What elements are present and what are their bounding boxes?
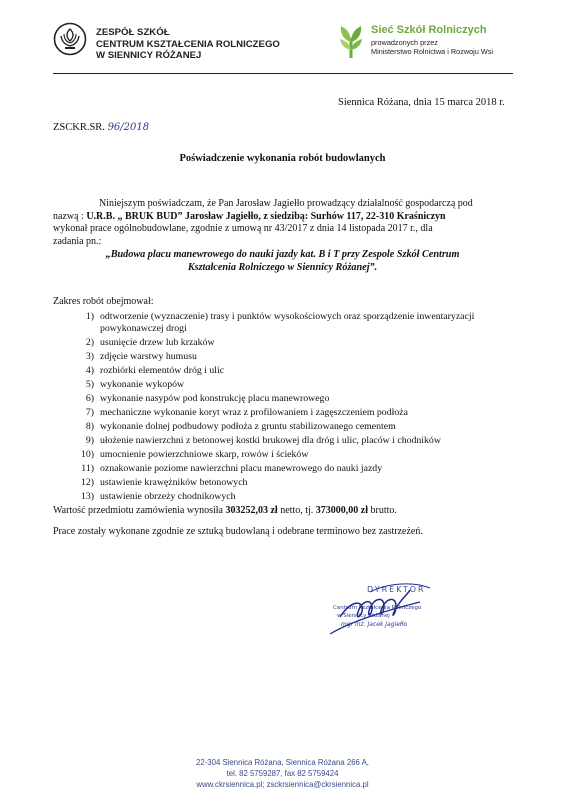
scope-item	[72, 421, 522, 433]
signature-icon	[300, 572, 450, 642]
scope-item-text: mechaniczne wykonanie koryt wraz z profilowaniem i zagęszczeniem podłoża	[100, 407, 408, 419]
reference-number	[53, 122, 149, 133]
scope-item-number: 10)	[80, 449, 94, 461]
value-start: Wartość przedmiotu zamówienia wynosiła	[53, 505, 226, 516]
scope-item-number: 9)	[85, 435, 94, 447]
project-line2: Kształcenia Rolniczego w Siennicy Różanej”.	[187, 262, 378, 273]
scope-item-number: 4)	[85, 365, 94, 377]
stamp-line3: mgr inż. Jacek Jagiełło	[341, 621, 408, 628]
school-logo-icon	[53, 22, 87, 56]
school-name	[96, 27, 280, 62]
value-mid: netto, tj.	[277, 505, 316, 516]
scope-item-text: umocnienie powierzchniowe skarp, rowów i ścieków	[100, 449, 309, 461]
scope-item	[72, 491, 522, 503]
scope-item-text: zdjęcie warstwy humusu	[100, 351, 197, 363]
scope-item-text: ułożenie nawierzchni z betonowej kostki brukowej dla dróg i ulic, placów i chodników	[100, 435, 441, 447]
scope-item	[72, 365, 522, 377]
scope-item-text: wykonanie nasypów pod konstrukcję placu manewrowego	[100, 393, 330, 405]
scope-item	[72, 449, 522, 461]
network-title: Sieć Szkół Rolniczych	[371, 24, 487, 36]
intro-line2-start: nazwą :	[53, 210, 87, 222]
scope-item-text: ustawienie obrzeży chodnikowych	[100, 491, 236, 503]
network-subtitle-line1: prowadzonych przez	[371, 38, 438, 47]
scope-item-text: oznakowanie poziome nawierzchni placu manewrowego do nauki jazdy	[100, 463, 383, 475]
footer-web: www.ckrsiennica.pl; zsckrsiennica@ckrsiennica.pl	[196, 780, 369, 789]
scope-item-text: odtworzenie (wyznaczenie) trasy i punktów wysokościowych oraz sporządzenie inwentaryzacji powykonawczej drogi	[100, 311, 475, 335]
scope-item-number: 3)	[85, 351, 94, 363]
network-logo-icon	[336, 20, 366, 60]
scope-item-text: ustawienie krawężników betonowych	[100, 477, 248, 489]
date-line: Siennica Różana, dnia 15 marca 2018 r.	[338, 97, 505, 108]
footer-address: 22-304 Siennica Różana, Siennica Różana 266 A,	[196, 758, 369, 767]
stamp-line1: Centrum Kształcenia Rolniczego	[333, 605, 422, 611]
document-title: Poświadczenie wykonania robót budowlanych	[179, 153, 386, 164]
scope-item-number: 6)	[85, 393, 94, 405]
scope-item	[72, 311, 522, 335]
scope-item	[72, 351, 522, 363]
value-end: brutto.	[367, 505, 397, 516]
project-line1: „Budowa placu manewrowego do nauki jazdy kat. B i T przy Zespole Szkół Centrum	[105, 249, 460, 260]
scope-item	[72, 337, 522, 349]
scope-item-number: 12)	[80, 477, 94, 489]
scope-item-text: usunięcie drzew lub krzaków	[100, 337, 215, 349]
reference-handwritten: 96/2018	[107, 122, 150, 133]
scope-item-number: 5)	[85, 379, 94, 391]
contractor-name: U.R.B. „ BRUK BUD” Jarosław Jagiełło, z siedzibą: Surhów 117, 22-310 Kraśniczyn	[86, 210, 446, 222]
scope-item-text: rozbiórki elementów dróg i ulic	[100, 365, 225, 377]
scope-item	[72, 463, 522, 475]
scope-item-text: wykonanie dolnej podbudowy podłoża z gruntu stabilizowanego cementem	[100, 421, 396, 433]
value-gross: 373000,00 zł	[315, 505, 368, 516]
footer	[0, 757, 565, 790]
scope-heading: Zakres robót obejmował:	[53, 296, 154, 307]
stamp-title: DYREKTOR	[367, 585, 426, 594]
intro-paragraph	[53, 198, 523, 248]
header-divider	[53, 73, 513, 74]
scope-item-number: 2)	[85, 337, 94, 349]
intro-line3: wykonał prace ogólnobudowlane, zgodnie z umową nr 43/2017 z dnia 14 listopada 2017 r., dla	[53, 223, 433, 234]
reference-prefix: ZSCKR.SR.	[53, 122, 105, 133]
scope-list	[72, 311, 522, 505]
intro-line4: zadania pn.:	[53, 235, 102, 247]
scope-item	[72, 407, 522, 419]
contract-value	[53, 505, 523, 516]
scope-item-text: wykonanie wykopów	[100, 379, 185, 391]
project-name	[0, 248, 565, 274]
intro-line2	[53, 211, 523, 224]
scope-item	[72, 435, 522, 447]
school-name-line1: ZESPÓŁ SZKÓŁ	[96, 27, 170, 38]
scope-item-number: 13)	[80, 491, 94, 503]
school-name-line3: W SIENNICY RÓŻANEJ	[96, 50, 202, 61]
school-name-line2: CENTRUM KSZTAŁCENIA ROLNICZEGO	[96, 38, 280, 50]
scope-item-number: 1)	[85, 311, 94, 322]
scope-item	[72, 379, 522, 391]
scope-item-number: 7)	[85, 407, 94, 419]
network-subtitle	[371, 38, 493, 56]
scope-item-number: 8)	[85, 421, 94, 433]
network-subtitle-line2: Ministerstwo Rolnictwa i Rozwoju Wsi	[371, 47, 494, 56]
value-net: 303252,03 zł	[225, 505, 278, 516]
completion-statement: Prace zostały wykonane zgodnie ze sztuką budowlaną i odebrane terminowo bez zastrzeżeń.	[53, 526, 423, 537]
footer-phone: tel. 82 5759287, fax 82 5759424	[226, 769, 339, 778]
intro-line1: Niniejszym poświadczam, że Pan Jarosław Jagiełło prowadzący działalność gospodarczą pod	[99, 198, 473, 209]
scope-item	[72, 393, 522, 405]
scope-item	[72, 477, 522, 489]
scope-item-number: 11)	[81, 463, 94, 475]
stamp-line2: w Siennicy Różanej	[337, 613, 390, 619]
